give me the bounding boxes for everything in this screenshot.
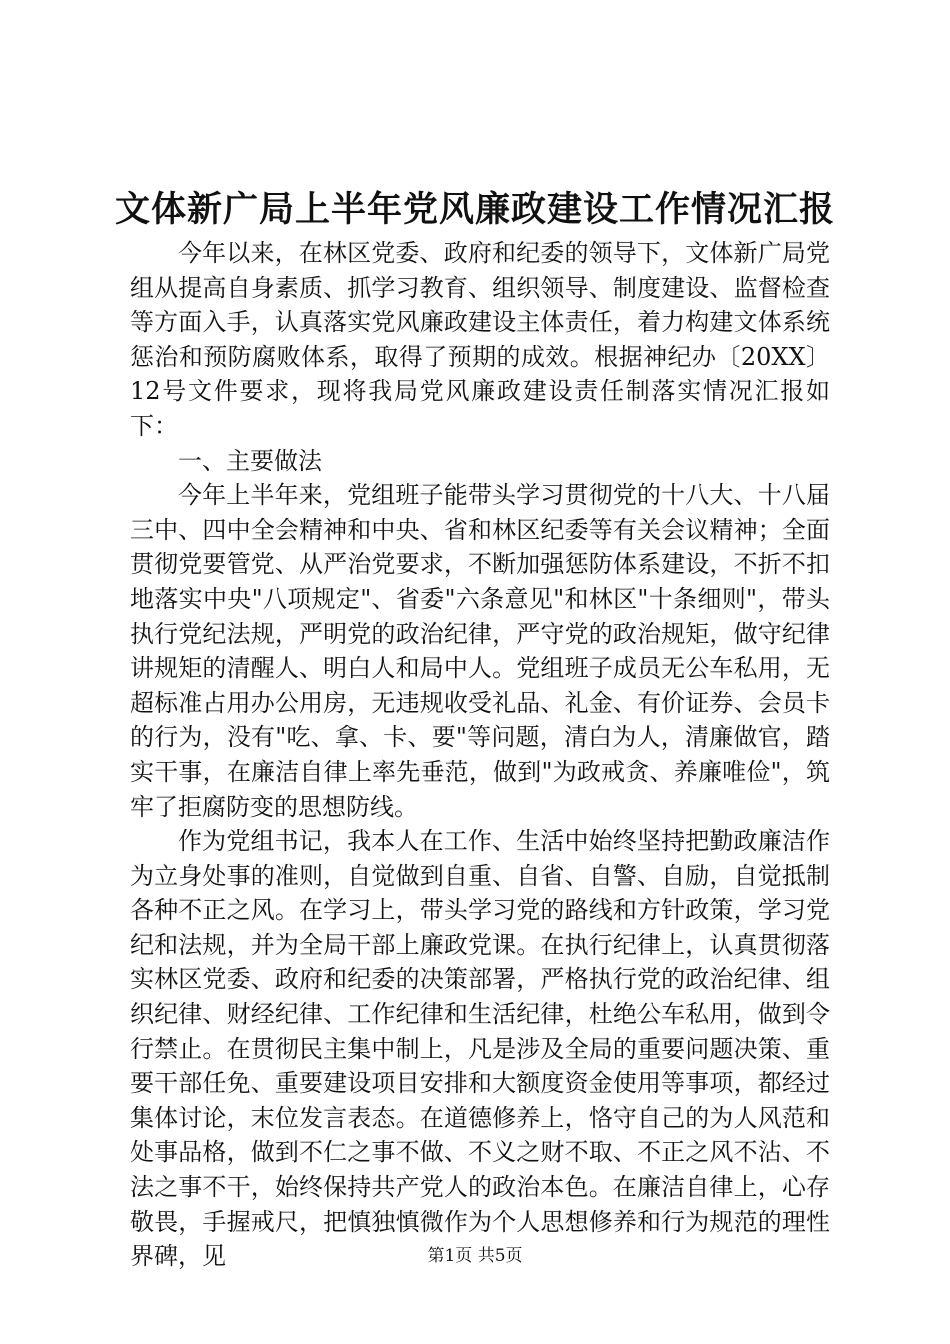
body-paragraph: 今年上半年来，党组班子能带头学习贯彻党的十八大、十八届三中、四中全会精神和中央、省和林区纪委等有关会议精神；全面贯彻党要管党、从严治党要求，不断加强惩防体系建设，不折不扣地落实中央"八项规定"、省委"六条意见"和林区"十条细则"，带头执行党纪法规，严明党的政治纪律，严守党的政治规矩，做守纪律讲规矩的清醒人、明白人和局中人。党组班子成员无公车私用，无超标准占用办公用房，无违规收受礼品、礼金、有价证券、会员卡的行为，没有"吃、拿、卡、要"等问题，清白为人，清廉做官，踏实干事，在廉洁自律上率先垂范，做到"为政戒贪、养廉唯俭"，筑牢了拒腐防变的思想防线。 <box>130 481 830 821</box>
section-heading-main-practices: 一、主要做法 <box>178 446 322 475</box>
document-body <box>130 236 830 1274</box>
body-paragraph: 作为党组书记，我本人在工作、生活中始终坚持把勤政廉洁作为立身处事的准则，自觉做到自重、自省、自警、自励，自觉抵制各种不正之风。在学习上，带头学习党的路线和方针政策，学习党纪和法规，并为全局干部上廉政党课。在执行纪律上，认真贯彻落实林区党委、政府和纪委的决策部署，严格执行党的政治纪律、组织纪律、财经纪律、工作纪律和生活纪律，杜绝公车私用，做到令行禁止。在贯彻民主集中制上，凡是涉及全局的重要问题决策、重要干部任免、重要建设项目安排和大额度资金使用等事项，都经过集体讨论，末位发言表态。在道德修养上，恪守自己的为人风范和处事品格，做到不仁之事不做、不义之财不取、不正之风不沾、不法之事不干，始终保持共产党人的政治本色。在廉洁自律上，心存敬畏，手握戒尺，把慎独慎微作为个人思想修养和行为规范的理性界碑，见 <box>130 827 830 1271</box>
intro-paragraph: 今年以来，在林区党委、政府和纪委的领导下，文体新广局党组从提高自身素质、抓学习教育、组织领导、制度建设、监督检查等方面入手，认真落实党风廉政建设主体责任，着力构建文体系统惩治和预防腐败体系，取得了预期的成效。根据神纪办〔20XX〕12号文件要求，现将我局党风廉政建设责任制落实情况汇报如下： <box>130 239 830 440</box>
page-number-footer: 第1页 共5页 <box>427 1246 523 1266</box>
document-title: 文体新广局上半年党风廉政建设工作情况汇报 <box>114 189 835 230</box>
